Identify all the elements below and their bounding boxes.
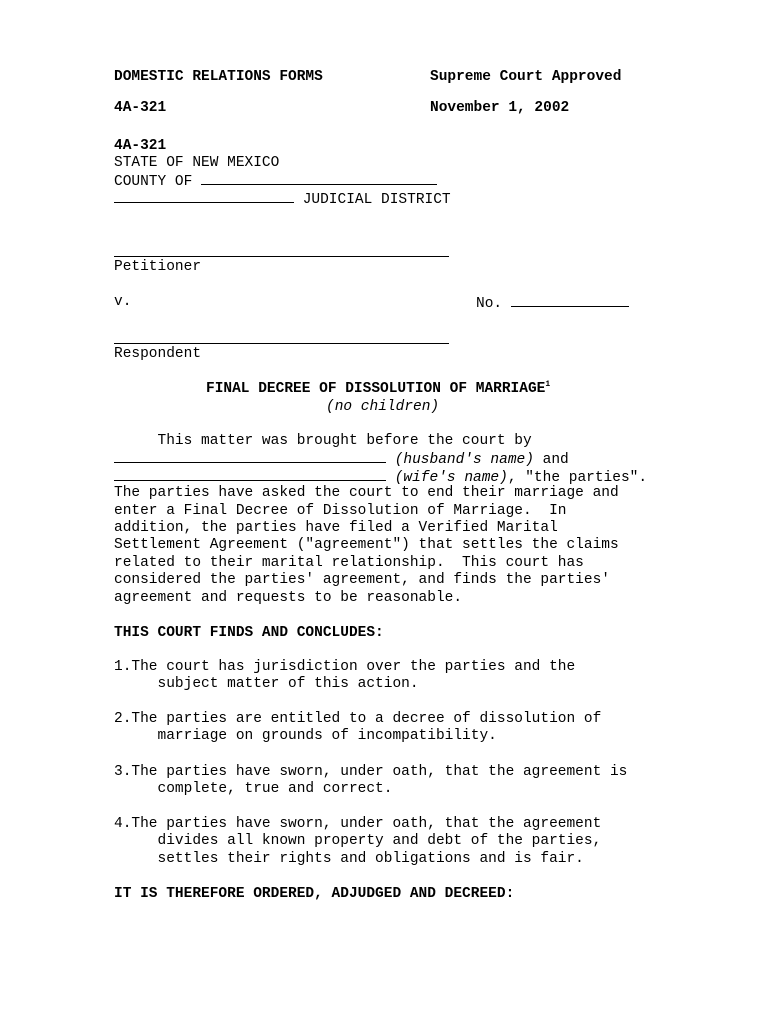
county-line <box>114 172 437 191</box>
intro-line-1: This matter was brought before the court by <box>114 433 532 449</box>
case-number-line <box>476 294 629 313</box>
petitioner-label: Petitioner <box>114 259 202 275</box>
case-number-blank[interactable] <box>511 294 629 307</box>
order-heading: IT IS THEREFORE ORDERED, ADJUDGED AND DECREED: <box>114 886 515 902</box>
header-date: November 1, 2002 <box>430 100 570 116</box>
decree-subtitle: (no children) <box>326 399 440 415</box>
finding-item-2 <box>114 711 601 746</box>
intro-body-line: addition, the parties have filed a Verified Marital <box>114 520 558 536</box>
wife-name-blank[interactable] <box>114 468 386 481</box>
intro-body-line: The parties have asked the court to end their marriage and <box>114 485 619 501</box>
decree-title-text: FINAL DECREE OF DISSOLUTION OF MARRIAGE <box>206 381 546 397</box>
finding-line: 4.The parties have sworn, under oath, that the agreement <box>114 816 602 832</box>
finding-line: subject matter of this action. <box>114 676 419 693</box>
case-number-label: No. <box>476 296 503 312</box>
finding-item-3 <box>114 764 627 799</box>
finding-line: divides all known property and debt of the parties, <box>114 833 602 850</box>
header-right-title: Supreme Court Approved <box>430 69 622 85</box>
header-form-code: 4A-321 <box>114 100 167 116</box>
husband-name-blank[interactable] <box>114 450 386 463</box>
state-line: STATE OF NEW MEXICO <box>114 155 280 171</box>
footnote-mark[interactable]: 1 <box>545 380 551 389</box>
intro-body-line: Settlement Agreement ("agreement") that settles the claims <box>114 537 619 553</box>
county-blank[interactable] <box>201 172 437 185</box>
district-blank[interactable] <box>114 190 294 203</box>
district-label: JUDICIAL DISTRICT <box>302 192 451 208</box>
petitioner-signature-line[interactable] <box>114 256 449 257</box>
the-parties-text: , "the parties". <box>507 470 648 486</box>
and-text: and <box>533 452 569 468</box>
decree-title <box>206 381 550 398</box>
intro-body-line: related to their marital relationship. This court has <box>114 555 584 571</box>
findings-heading: THIS COURT FINDS AND CONCLUDES: <box>114 625 384 641</box>
husband-name-line <box>114 450 569 469</box>
finding-line: 3.The parties have sworn, under oath, that the agreement is <box>114 764 628 780</box>
county-label: COUNTY OF <box>114 174 193 190</box>
respondent-signature-line[interactable] <box>114 343 449 344</box>
finding-item-1 <box>114 659 575 694</box>
finding-line: 1.The court has jurisdiction over the parties and the <box>114 659 576 675</box>
finding-line: complete, true and correct. <box>114 781 393 798</box>
intro-body-line: agreement and requests to be reasonable. <box>114 590 463 606</box>
finding-item-4 <box>114 816 601 868</box>
district-line <box>114 190 451 209</box>
finding-line: 2.The parties are entitled to a decree of dissolution of <box>114 711 602 727</box>
header-left-title: DOMESTIC RELATIONS FORMS <box>114 69 323 85</box>
intro-body-line: considered the parties' agreement, and finds the parties' <box>114 572 610 588</box>
finding-line: settles their rights and obligations and is fair. <box>114 850 584 867</box>
wife-name-placeholder: (wife's name) <box>394 470 508 486</box>
intro-body-line: enter a Final Decree of Dissolution of Marriage. In <box>114 503 567 519</box>
husband-name-placeholder: (husband's name) <box>394 452 534 468</box>
form-number: 4A-321 <box>114 138 167 154</box>
versus-text: v. <box>114 294 132 310</box>
finding-line: marriage on grounds of incompatibility. <box>114 728 497 745</box>
respondent-label: Respondent <box>114 346 202 362</box>
